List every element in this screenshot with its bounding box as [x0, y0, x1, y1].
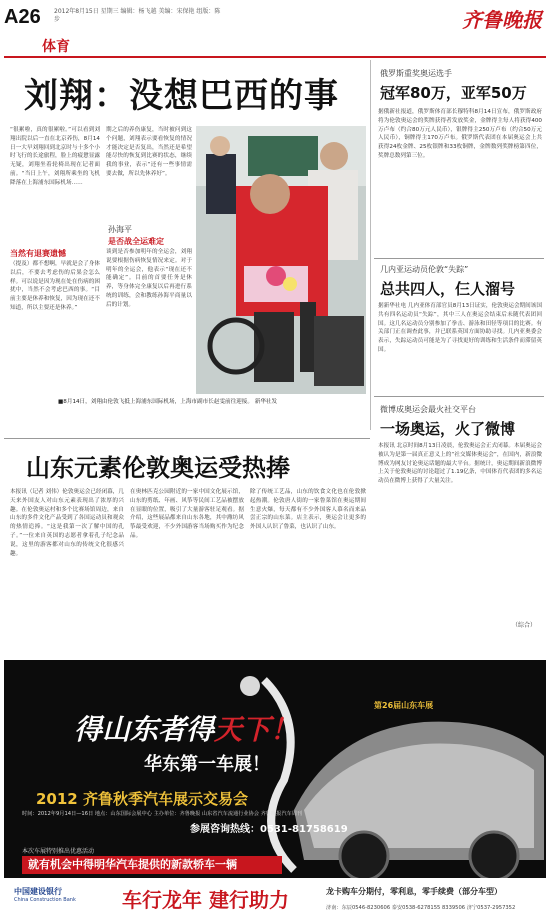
section-divider	[4, 438, 370, 439]
side2-headline: 总共四人，仨人溜号	[380, 280, 516, 298]
article3-body-a: 本报讯（记者 刘伟）伦敦奥运会已经闭幕，几天来外国友人对山东元素表现出了浓厚的兴趣。在伦敦奥运村和多个比赛场馆周边，来自山东的多件文化产品受到了各国运动员和观众的热情追捧。“这是我第一次了解中国的孔子。”一位来自英国的志愿者拿着孔子纪念品说，这里的游客都对山东的传统文化很感兴趣。	[10, 489, 124, 557]
photo-caption: ■8月14日，刘翔由伦敦飞抵上海浦东国际机场，上海市副市长赵雯前往迎接。 新华社发	[58, 399, 278, 405]
article3-body-b: 在奥林匹克公园附近的一家中国文化展示馆，山东的剪纸、年画、风筝等民间工艺品被摆放在显眼的位置，吸引了大量游客驻足观看。据介绍，这些展品都来自山东各地，其中潍坊风筝最受欢迎，不少外国游客当场购买作为纪念品。	[130, 489, 244, 539]
lead-body-col1: “很累啦，真的很累啦。”可以看到刘翔出院以后一直在北京养伤，8月14日一大早刘翔回到北京时与十多个小时飞行的长途旅程，脸上的疲惫显露无疑，刘翔坐着轮椅出现在记者面前。“当日上午，刘翔所乘坐的飞机降落在上海浦东国际机场……	[10, 127, 100, 186]
lead-body-col2b: 谈到是否参加明年的全运会，刘翔说要根据伤病恢复情况来定。对于明年的全运会，他表示“现在还不能确定”。目前的首要任务是休养，等身体完全康复以后再进行系统的训练，会和教练孙海平商量以后的计划。	[106, 249, 192, 308]
ad-slogan: 得山东者得天下！	[74, 713, 299, 746]
ad-subtitle: 华东第一车展！	[144, 754, 270, 775]
byline: 孙海平	[108, 225, 132, 234]
page-number: A26	[4, 6, 41, 28]
newspaper-brand: 齐鲁晚报	[462, 8, 542, 32]
side-divider	[374, 258, 544, 259]
lead-photo	[196, 126, 366, 394]
ad-banner-kicker: 本次车展特别推出优惠活动	[22, 848, 95, 855]
page-header	[0, 0, 550, 62]
side1-kicker: 俄罗斯重奖奥运选手	[380, 69, 452, 78]
side1-headline: 冠军80万，亚军50万	[380, 84, 527, 102]
side3-headline: 一场奥运，火了微博	[380, 420, 516, 438]
photo-illustration	[196, 126, 366, 394]
article3-headline: 山东元素伦敦奥运受热捧	[26, 454, 290, 482]
ad-bank-strip	[4, 878, 546, 918]
ad-phone-list: 济南：东辰0546-8230606 泰安0538-6278155 8339506 济宁0537-2957352	[326, 905, 516, 911]
side3-credit: （综合）	[511, 622, 536, 629]
ad-title: 2012 齐鲁秋季汽车展示交易会	[36, 790, 248, 808]
side3-body: 本报讯 北京时间8月13日凌晨，伦敦奥运会正式闭幕。本届奥运会被认为是第一届真正意义上的“社交媒体奥运会”，在国内，新浪微博成为网友讨论奥运话题的最大平台。据统计，奥运期间新浪微博上关于伦敦奥运的讨论超过了1.19亿条，中国体育代表团的多名运动员在微博上获得了大量关注。	[378, 443, 542, 485]
ad-loan-offer: 龙卡购车分期付，零利息，零手续费（部分车型）	[326, 887, 502, 896]
ad-bank-slogan: 车行龙年 建行助力	[122, 888, 289, 912]
car-show-advertisement	[4, 660, 546, 918]
side1-body: 据俄新社报道，俄罗斯体育部长穆特科8月14日宣布，俄罗斯政府将为伦敦奥运会的奖牌获得者发放奖金，金牌得主每人将获得400万卢布（约合80万元人民币），银牌得主250万卢布（约合50万元人民币），铜牌得主170万卢布。俄罗斯代表团在本届奥运会上共获得24枚金牌、25枚银牌和33枚铜牌，金牌数列奖牌榜第四位，奖牌总数列第三位。	[378, 109, 542, 159]
bank-logo: 中国建设银行 China Construction Bank	[14, 887, 76, 903]
section-label: 体育	[42, 39, 70, 55]
ad-banner: 就有机会中得明华汽车提供的新款轿车一辆	[22, 856, 282, 874]
side2-kicker: 几内亚运动员伦敦“失踪”	[380, 265, 469, 274]
side3-kicker: 微博成奥运会最火社交平台	[380, 405, 476, 414]
ad-event-badge: 第26届山东车展	[374, 701, 434, 710]
column-divider	[370, 60, 371, 430]
lead-body-col1b: （提及）都不想啊，早就是会了身体以后，不要去考虑伤的后果会怎么样。可以说是因为现在处在伤病的困扰中，当然不会考虑巴西的事。“目前主要是休养和恢复，因为现在还不知道，所以主要还是休养。”	[10, 261, 100, 311]
lead-subhead-2: 是否战全运难定	[108, 237, 164, 246]
ad-info: 时间：2012年9月14日—16日 地点：山东国际会展中心 主办单位：齐鲁晚报 山东省汽车流通行业协会 齐鲁晚报汽车周刊	[22, 811, 303, 817]
lead-subhead-1: 当然有退赛遗憾	[10, 249, 66, 258]
dateline: 2012年8月15日 星期三 编辑：杨飞越 美编：宋保艳 组版：陈步	[54, 8, 221, 23]
article3-body-c: 除了传统工艺品，山东的饮食文化也在伦敦掀起热潮。伦敦唐人街的一家鲁菜馆在奥运期间生意火爆，每天都有不少外国客人慕名而来品尝正宗的山东菜。店主表示，奥运会让更多的外国人认识了鲁菜，也认识了山东。	[250, 489, 366, 531]
header-rule	[4, 56, 546, 58]
side-divider	[374, 396, 544, 397]
lead-body-col2: 期之后的养伤康复，当时被问到这个问题，刘翔表示要看恢复的情况才能决定是否复出，当然还是希望能尽快的恢复到比赛的状态，继续我的事业，表示“还有一些事情需要去做，所以先休养好”。	[106, 127, 192, 177]
side2-body: 据新华社电 几内亚体育部官员8月13日证实，伦敦奥运会期间该国共有四名运动员“失踪”，其中三人在奥运会结束后未随代表团回国。这几名运动员分别参加了拳击、游泳和田径等项目的比赛。有关部门正在调查此事，并已联系英国方面协助寻找。几内亚奥委会表示，失踪运动员可能是为了寻找更好的训练和生活条件而滞留英国。	[378, 303, 542, 353]
lead-headline: 刘翔：没想巴西的事	[24, 76, 339, 116]
ad-hotline: 参展咨询热线：0531-81758619	[190, 824, 348, 835]
